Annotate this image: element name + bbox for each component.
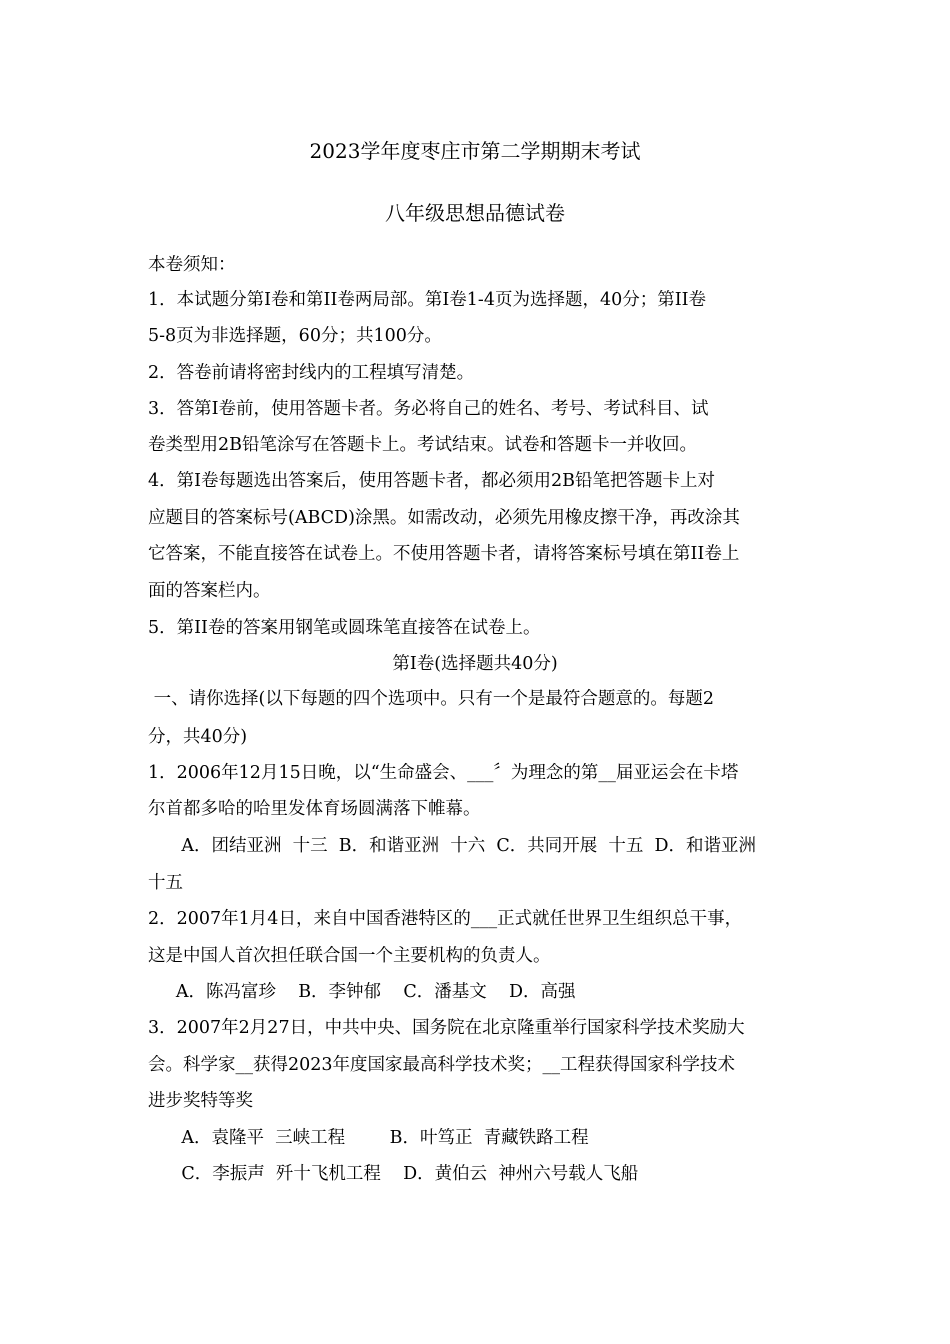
notice-line: 5-8页为非选择题，60分；共100分。 xyxy=(148,326,442,346)
exam-title: 2023学年度枣庄市第二学期期末考试 xyxy=(309,139,641,163)
notice-line: 应题目的答案标号(ABCD)涂黑。如需改动，必须先用橡皮擦干净，再改涂其 xyxy=(148,508,740,528)
question-line: 3．2007年2月27日，中共中央、国务院在北京隆重举行国家科学技术奖励大 xyxy=(148,1018,745,1038)
question-options: A．袁隆平 三峡工程 B．叶笃正 青藏铁路工程 xyxy=(148,1128,589,1148)
notice-line: 5．第II卷的答案用钢笔或圆珠笔直接答在试卷上。 xyxy=(148,618,541,638)
question-line: 进步奖特等奖 xyxy=(148,1091,253,1111)
notice-line: 4．第I卷每题选出答案后，使用答题卡者，都必须用2B铅笔把答题卡上对 xyxy=(148,471,716,491)
question-options: C．李振声 歼十飞机工程 D．黄伯云 神州六号载人飞船 xyxy=(148,1164,639,1184)
notice-line: 2．答卷前请将密封线内的工程填写清楚。 xyxy=(148,363,475,383)
exam-subtitle: 八年级思想品德试卷 xyxy=(385,201,565,225)
question-options: A．团结亚洲 十三 B．和谐亚洲 十六 C．共同开展 十五 D．和谐亚洲 xyxy=(148,836,757,856)
question-line: 1．2006年12月15日晚，以“生命盛会、___〞为理念的第__届亚运会在卡塔 xyxy=(148,763,739,783)
notice-line: 1．本试题分第I卷和第II卷两局部。第I卷1-4页为选择题，40分；第II卷 xyxy=(148,290,707,310)
question-line: 这是中国人首次担任联合国一个主要机构的负责人。 xyxy=(148,946,551,966)
section-instruction: 分，共40分) xyxy=(148,727,248,747)
notice-line: 它答案，不能直接答在试卷上。不使用答题卡者，请将答案标号填在第II卷上 xyxy=(148,544,740,564)
notice-line: 3．答第I卷前，使用答题卡者。务必将自己的姓名、考号、考试科目、试 xyxy=(148,399,709,419)
question-line: 2．2007年1月4日，来自中国香港特区的___正式就任世界卫生组织总干事， xyxy=(148,909,743,929)
section-heading: 第I卷(选择题共40分) xyxy=(392,654,558,674)
question-options: A．陈冯富珍 B．李钟郁 C．潘基文 D．高强 xyxy=(148,982,576,1002)
question-options: 十五 xyxy=(148,873,183,893)
notice-line: 面的答案栏内。 xyxy=(148,581,271,601)
section-instruction: 一、请你选择(以下每题的四个选项中。只有一个是最符合题意的。每题2 xyxy=(148,689,715,709)
question-line: 会。科学家__获得2023年度国家最高科学技术奖；__工程获得国家科学技术 xyxy=(148,1055,736,1075)
notice-line: 卷类型用2B铅笔涂写在答题卡上。考试结束。试卷和答题卡一并收回。 xyxy=(148,435,697,455)
question-line: 尔首都多哈的哈里发体育场圆满落下帷幕。 xyxy=(148,799,481,819)
notice-heading: 本卷须知： xyxy=(148,255,236,275)
